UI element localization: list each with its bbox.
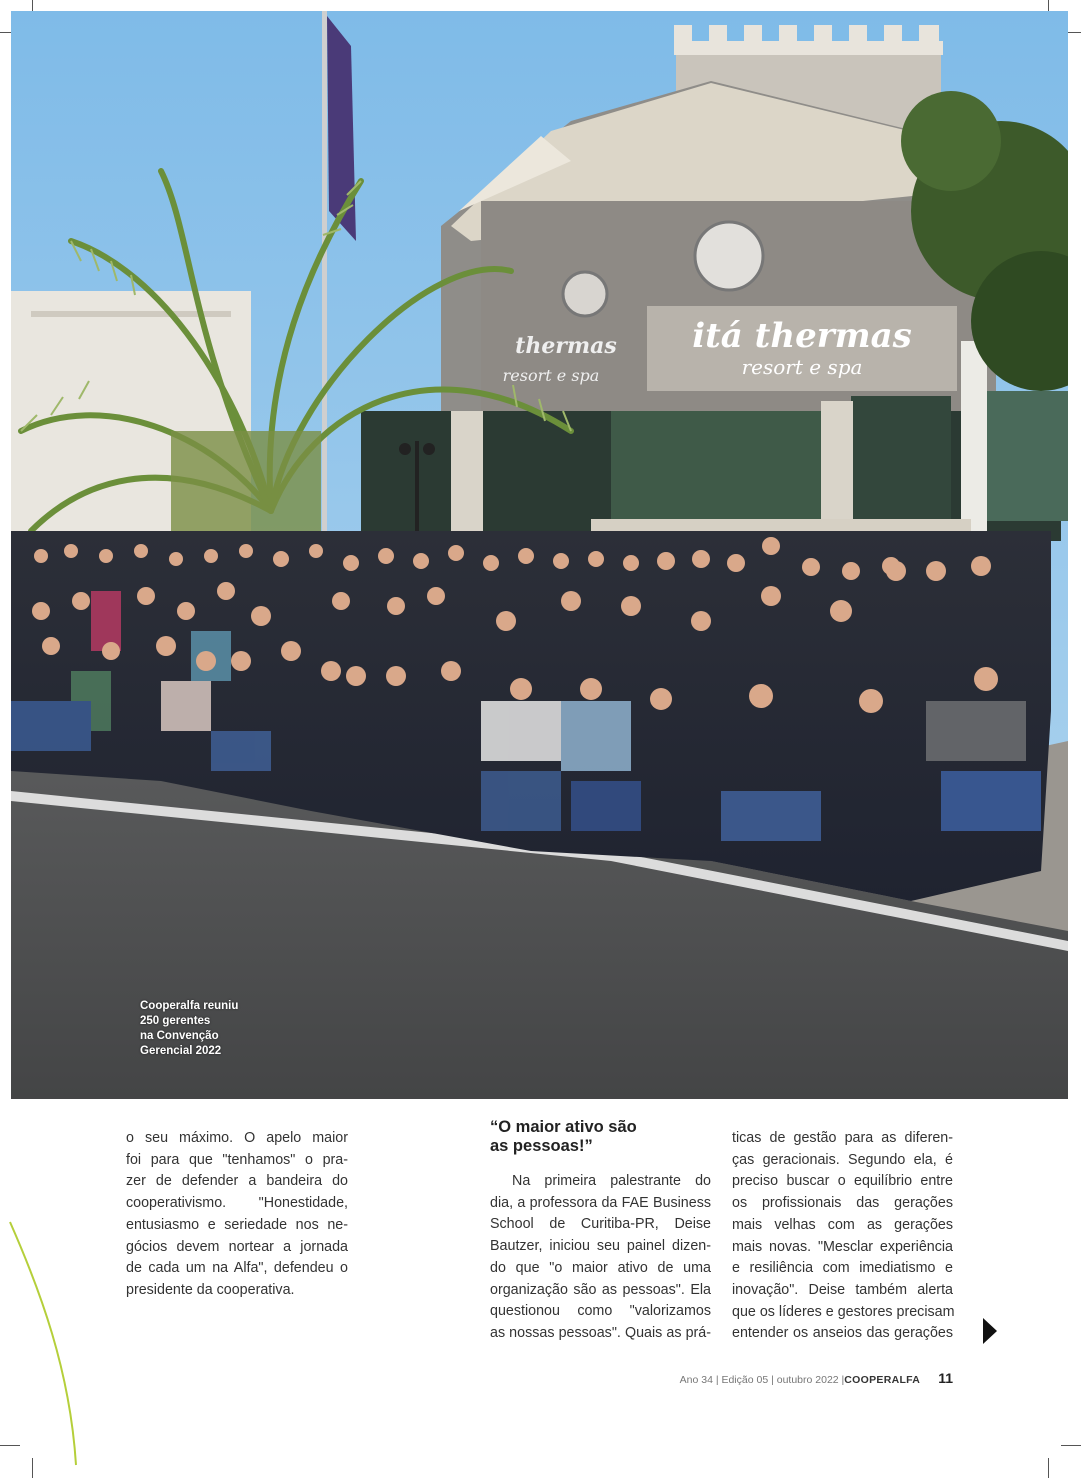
body-line: questionou como "valorizamos [490, 1303, 711, 1320]
side-sign-main-text: thermas [515, 333, 617, 359]
body-line: mais velhas com as gerações [732, 1216, 953, 1233]
body-line: inovação". Deise também alerta [732, 1281, 953, 1298]
page-footer [680, 1370, 953, 1386]
caption-line: na Convenção [140, 1030, 219, 1042]
body-line: zer de defender a bandeira do [126, 1173, 348, 1190]
decorative-swoosh [0, 1200, 90, 1478]
magazine-brand: COOPERALFA [844, 1374, 921, 1386]
body-line: entusiasmo e seriedade nos ne- [126, 1216, 348, 1233]
body-line: School de Curitiba-PR, Deise [490, 1216, 711, 1233]
caption-line: Gerencial 2022 [140, 1045, 222, 1057]
sign-main-text: itá thermas [692, 316, 912, 356]
article-column-1 [126, 1128, 348, 1302]
heading-line: as pessoas!” [490, 1136, 593, 1155]
body-line: entender os anseios das gerações [732, 1325, 953, 1342]
article-column-3 [732, 1128, 953, 1345]
body-line: Na primeira palestrante do [512, 1173, 711, 1189]
heading-line: “O maior ativo são [490, 1118, 637, 1136]
body-line: ticas de gestão para as diferen- [732, 1130, 953, 1146]
issue-info: Ano 34 | Edição 05 | outubro 2022 | [679, 1374, 845, 1386]
page-number: 11 [938, 1370, 953, 1386]
body-line: organização são as pessoas". Ela [490, 1281, 711, 1298]
body-line: do que "o maior ativo de uma [490, 1259, 711, 1276]
body-line: Bautzer, iniciou seu painel dizen- [490, 1238, 711, 1255]
caption-line: 250 gerentes [140, 1015, 211, 1027]
next-page-arrow-icon [983, 1318, 997, 1344]
body-line: de cada um na Alfa", defendeu o [126, 1260, 348, 1277]
section-heading [490, 1118, 711, 1155]
body-line: presidente da cooperativa. [126, 1281, 295, 1298]
body-line: mais novas. "Mesclar experiência [732, 1238, 953, 1255]
body-line: o seu máximo. O apelo maior [126, 1130, 348, 1146]
crop-mark [1061, 1445, 1081, 1446]
body-line: que os líderes e gestores precisam [732, 1303, 955, 1320]
body-line: foi para que "tenhamos" o pra- [126, 1151, 348, 1168]
caption-line: Cooperalfa reuniu [140, 1000, 239, 1012]
body-line: e resiliência com imediatismo e [732, 1260, 953, 1277]
body-line: ças geracionais. Segundo ela, é [732, 1151, 953, 1168]
body-line: dia, a professora da FAE Business [490, 1194, 711, 1211]
sign-sub-text: resort e spa [741, 355, 863, 379]
body-line: os profissionais das gerações [732, 1195, 953, 1212]
group-photo [11, 11, 1068, 1099]
side-sign-sub-text: resort e spa [502, 366, 600, 385]
body-line: preciso buscar o equilíbrio entre [732, 1173, 953, 1190]
body-line: cooperativismo. "Honestidade, [126, 1195, 348, 1212]
body-line: gócios devem nortear a jornada [126, 1238, 348, 1255]
body-line: as nossas pessoas". Quais as prá- [490, 1324, 711, 1341]
photo-caption [140, 999, 280, 1059]
article-column-2 [490, 1118, 711, 1345]
crop-mark [1048, 1458, 1049, 1478]
